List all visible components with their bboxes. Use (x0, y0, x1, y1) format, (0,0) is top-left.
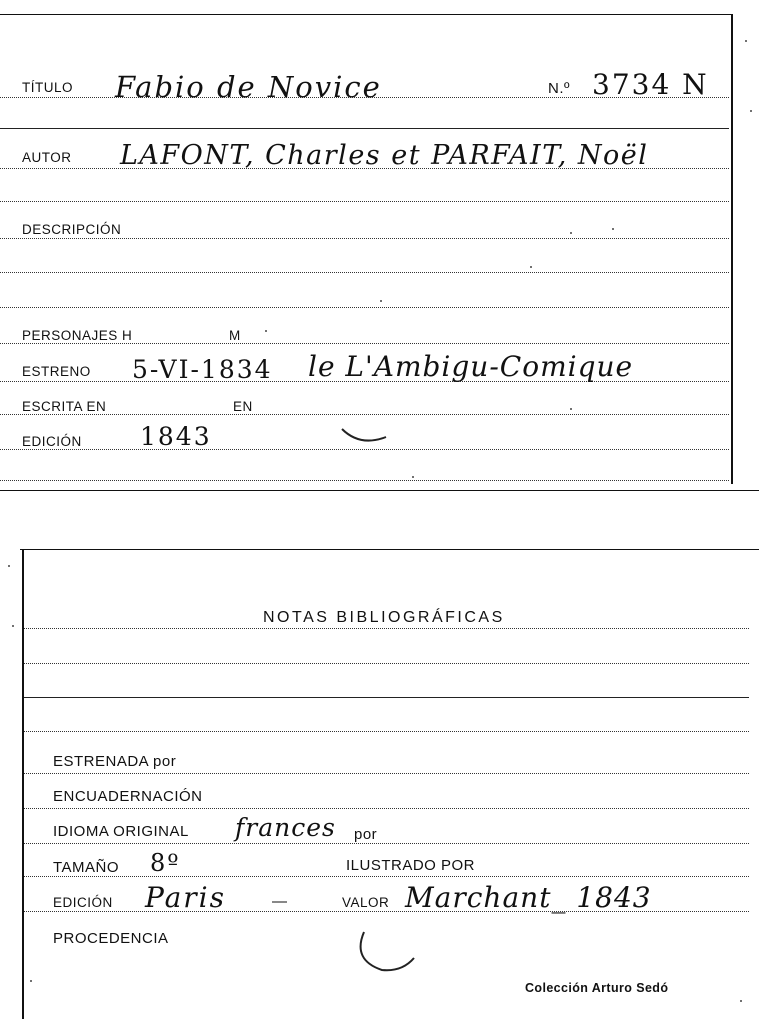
speck (570, 232, 572, 234)
titulo-value: Fabio de Novice (115, 70, 382, 104)
estreno-place: le L'Ambigu-Comique (308, 350, 634, 383)
titulo-label: TÍTULO (22, 80, 74, 95)
speck (612, 228, 614, 230)
edicion-value: 1843 (140, 422, 212, 451)
tamano-value: 8º (150, 849, 181, 877)
speck (265, 330, 267, 332)
estrenada-label: ESTRENADA por (53, 753, 177, 770)
speck (30, 980, 32, 982)
bottom-card-left-edge (22, 549, 24, 1019)
speck (750, 110, 752, 112)
idioma-por-label: por (354, 826, 378, 843)
rule-encuadernacion (24, 808, 749, 809)
personajes-label: PERSONAJES H (22, 328, 133, 343)
speck (530, 266, 532, 268)
autor-label: AUTOR (22, 150, 72, 165)
rule-b4 (24, 731, 749, 732)
rule-heading (24, 628, 749, 629)
bottom-card-top-edge (20, 549, 759, 550)
rule-escrita (0, 414, 729, 415)
speck (8, 565, 10, 567)
rule-3 (0, 201, 729, 202)
speck (12, 625, 14, 627)
personajes-m-label: M (229, 328, 241, 343)
procedencia-label: PROCEDENCIA (53, 930, 169, 947)
rule-b3 (24, 697, 749, 698)
numero-label: N.º (548, 80, 570, 97)
rule-estrenada (24, 773, 749, 774)
rule-tamano (24, 876, 749, 877)
rule-idioma (24, 843, 749, 844)
rule-2 (0, 128, 729, 129)
descripcion-label: DESCRIPCIÓN (22, 222, 122, 237)
autor-value: LAFONT, Charles et PARFAIT, Noël (120, 140, 649, 171)
tamano-label: TAMAÑO (53, 859, 120, 876)
speck (412, 476, 414, 478)
speck (745, 40, 747, 42)
edicion-dash: — (272, 893, 288, 910)
numero-value: 3734 N (592, 68, 709, 101)
rule-edicion (0, 449, 729, 450)
rule-last (0, 480, 729, 481)
rule-personajes (0, 343, 729, 344)
rule-b2 (24, 663, 749, 664)
estreno-date: 5-VI-1834 (132, 355, 273, 384)
speck (740, 1000, 742, 1002)
escrita-en-label: ESCRITA EN (22, 399, 107, 414)
estreno-label: ESTRENO (22, 364, 91, 379)
pencil-hook-mark (352, 930, 422, 980)
edicion-b-value: Paris (145, 881, 226, 914)
speck (380, 300, 382, 302)
edicion-label: EDICIÓN (22, 434, 82, 449)
edicion-b-label: EDICIÓN (53, 895, 113, 910)
top-card-top-edge (0, 14, 732, 15)
collection-footer: Colección Arturo Sedó (525, 981, 669, 995)
escrita-en2-label: EN (233, 399, 253, 414)
top-card-right-edge (731, 14, 733, 484)
speck (570, 408, 572, 410)
idioma-value: frances (235, 813, 336, 842)
idioma-label: IDIOMA ORIGINAL (53, 823, 189, 840)
pencil-curve-mark (340, 425, 400, 449)
valor-value: Marchant_ 1843 (405, 881, 652, 914)
notas-heading: NOTAS BIBLIOGRÁFICAS (263, 609, 505, 626)
valor-label: VALOR (342, 895, 390, 910)
encuadernacion-label: ENCUADERNACIÓN (53, 788, 203, 805)
ilustrado-label: ILUSTRADO POR (346, 857, 476, 874)
rule-6 (0, 307, 729, 308)
bottom-card (0, 545, 759, 1028)
top-card-bottom-edge (0, 490, 759, 491)
rule-descripcion (0, 238, 729, 239)
rule-5 (0, 272, 729, 273)
top-card (0, 0, 759, 492)
